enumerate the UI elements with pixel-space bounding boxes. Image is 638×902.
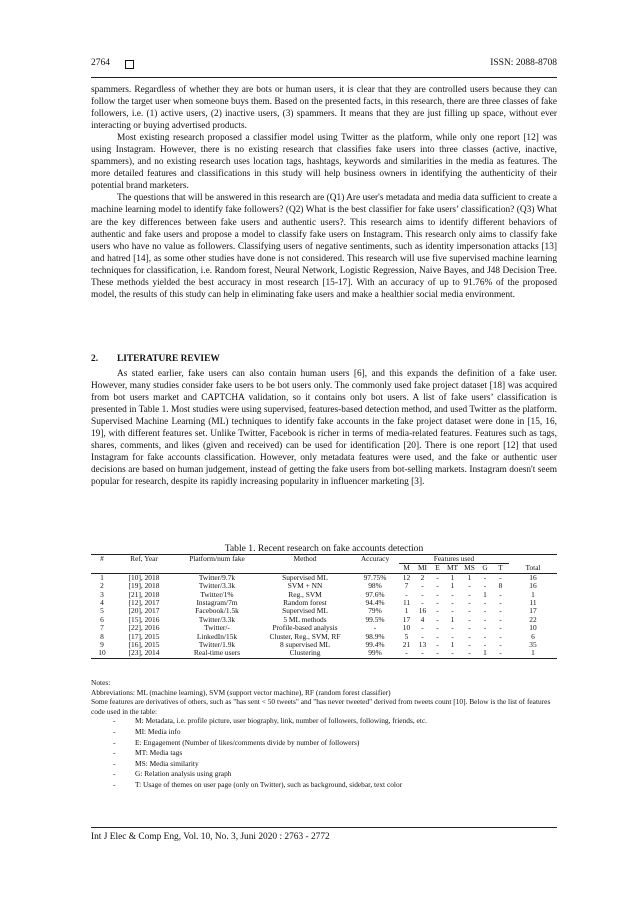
table-cell: Twitter/9.7k — [198, 572, 236, 582]
table-cell: 5 — [100, 606, 104, 616]
table-cell: 1 — [450, 581, 455, 591]
table-cell: Supervised ML — [282, 606, 328, 616]
table-cell: - — [468, 614, 471, 624]
list-item: - MI: Media info — [113, 727, 561, 738]
table-cell: - — [373, 623, 377, 633]
section-text — [91, 368, 557, 488]
table-cell: - — [436, 581, 439, 591]
table-cell: - — [421, 623, 424, 633]
table-cell: LinkedIn/15k — [196, 631, 238, 641]
intro-text — [91, 84, 557, 301]
col-feature-t: T — [492, 564, 509, 573]
list-item: - M: Metadata, i.e. profile picture, user biography, link, number of followers, following, friends, etc. — [113, 716, 561, 727]
col-method: Method — [259, 555, 351, 564]
paragraph: Most existing research proposed a classifier model using Twitter as the platform, while only one report [12] was using Instagram. However, there is no existing research that classifies fake users into three classes (active, inactive, spammers), and no existing research uses location tags, hashtags, keywords and similarities in the media as features. The more detailed features and classifications in this study will help business owners in identifying the authenticity of their potential brand marketers. — [91, 133, 557, 192]
table-cell: 1 — [531, 589, 535, 599]
table-cell: - — [421, 631, 424, 641]
table-cell: 1 — [483, 589, 487, 599]
table-cell: [10], 2018 — [128, 572, 160, 582]
table-cell: 2 — [420, 572, 425, 582]
table-cell: 6 — [531, 631, 535, 641]
table-cell: 35 — [529, 640, 537, 650]
table-cell: 7 — [404, 581, 409, 591]
table-cell: 16 — [529, 581, 537, 591]
col-feature-mi: MI — [414, 564, 431, 573]
list-item: - MT: Media tags — [113, 748, 561, 759]
table-cell: [16], 2015 — [128, 640, 160, 650]
table-cell: - — [492, 649, 509, 658]
table-cell: Twitter/1% — [200, 589, 234, 599]
table-cell: - — [414, 649, 431, 658]
table-cell: - — [499, 572, 502, 582]
table-cell: 11 — [402, 598, 411, 608]
table-cell: - — [468, 640, 471, 650]
table-cell: - — [483, 598, 487, 608]
table-cell: Profile-based analysis — [272, 623, 338, 633]
notes-title: Notes: — [91, 678, 111, 687]
table-cell: - — [499, 606, 502, 616]
col-platform: Platform/num fake — [175, 555, 259, 564]
table-cell: - — [451, 631, 454, 641]
table-cell: - — [499, 614, 502, 624]
section-title: LITERATURE REVIEW — [117, 354, 220, 364]
table-cell: - — [436, 572, 439, 582]
table-cell: 11 — [529, 598, 537, 608]
table-cell: 4 — [100, 598, 104, 608]
table-cell: - — [436, 606, 439, 616]
table-cell: Random forest — [283, 598, 327, 608]
table-cell: 12 — [402, 572, 411, 582]
list-item: - E: Engagement (Number of likes/comments divide by number of followers) — [113, 738, 561, 749]
table-cell: - — [483, 640, 487, 650]
table-cell: 10 — [529, 623, 537, 633]
table-cell: 5 — [404, 631, 409, 641]
table-cell: 10 — [91, 649, 113, 658]
table-notes — [91, 678, 561, 791]
table-cell: 13 — [418, 640, 427, 650]
table-cell: 10 — [402, 623, 411, 633]
table-cell: 22 — [529, 614, 537, 624]
table-cell: - — [451, 623, 454, 633]
section-heading — [91, 354, 220, 364]
table-cell: 4 — [420, 614, 425, 624]
table-cell: - — [399, 649, 414, 658]
table-cell: 5 ML methods — [283, 614, 327, 624]
table-cell: [20], 2017 — [128, 606, 160, 616]
table-cell: - — [499, 598, 502, 608]
footer-rule — [91, 827, 557, 828]
col-accuracy: Accuracy — [351, 555, 399, 564]
table-cell: - — [451, 606, 454, 616]
table-cell: 21 — [402, 640, 411, 650]
table-cell: 1 — [509, 649, 557, 658]
table-cell: 6 — [100, 614, 104, 624]
list-item: - G: Relation analysis using graph — [113, 769, 561, 780]
table-cell: - — [468, 589, 471, 599]
table-cell: [17], 2015 — [128, 631, 160, 641]
table-cell: Real-time users — [175, 649, 259, 658]
table-cell: - — [483, 623, 487, 633]
table-cell: - — [468, 623, 471, 633]
col-total: Total — [509, 564, 557, 573]
col-feature-ms: MS — [461, 564, 478, 573]
table-cell: - — [499, 631, 502, 641]
table-cell: - — [436, 640, 439, 650]
table-cell: 1 — [450, 572, 455, 582]
col-features-used: Features used — [399, 555, 509, 564]
table-cell: 1 — [478, 649, 492, 658]
paragraph: The questions that will be answered in this research are (Q1) Are user's metadata and media data sufficient to create a machine learning model to identify fake followers? (Q2) What is the best classifier for fake users’ classification? (Q3) What are the key differences between fake users and authentic users?. This research aims to identify different behaviors of authentic and fake users and propose a model to classify fake users on Instagram. This research only aims to classify fake users who have no value as followers. Classifying users of negative sentiments, such as identity impersonation attacks [13] and hatred [14], as some other studies have done is not considered. This research will use five supervised machine learning techniques for classification, i.e. Random forest, Neural Network, Logistic Regression, Naive Bayes, and J48 Decision Tree. These methods yielded the best accuracy in most research [15-17]. With an accuracy of up to 91.76% of the proposed model, the results of this study can help in eliminating fake users and make a healthier social media environment. — [91, 193, 557, 300]
table-cell: 94.4% — [365, 598, 385, 608]
table-cell: 98% — [368, 581, 382, 591]
table-cell: Reg., SVM — [288, 589, 322, 599]
page-header — [91, 58, 557, 74]
header-rule — [91, 77, 557, 78]
table-cell: SVM + NN — [287, 581, 323, 591]
table-cell: 99% — [351, 649, 399, 658]
col-ref: Ref, Year — [113, 555, 175, 564]
table-cell: - — [468, 631, 471, 641]
table-cell: - — [499, 623, 502, 633]
table-cell: 99.4% — [365, 640, 385, 650]
list-item: - MS: Media similarity — [113, 759, 561, 770]
list-item: - T: Usage of themes on user page (only on Twitter), such as background, sidebar, text color — [113, 780, 561, 791]
table-cell: Facebook/1.5k — [195, 606, 239, 616]
table-cell: 97.75% — [363, 572, 387, 582]
table-cell: 16 — [418, 606, 427, 616]
table-cell: - — [451, 589, 454, 599]
table-cell: Supervised ML — [282, 572, 328, 582]
table-cell: 1 — [450, 640, 455, 650]
table-cell: 8 — [498, 581, 503, 591]
table-cell: 79% — [368, 606, 382, 616]
table-cell: [21], 2018 — [128, 589, 160, 599]
notes-derivatives: Some features are derivatives of others, such as "has sent < 50 tweets" and "has never tweeted" derived from tweets count [10]. Below is the list of features code used in the table: — [91, 697, 551, 716]
notes-abbreviations: Abbreviations: ML (machine learning), SVM (support vector machine), RF (random forest classifier) — [91, 687, 391, 697]
feature-code-list — [91, 716, 561, 790]
table-cell: [23], 2014 — [113, 649, 175, 658]
table-cell: - — [461, 649, 478, 658]
table-cell: 16 — [529, 572, 537, 582]
table-row — [91, 582, 557, 590]
table-cell: - — [468, 606, 471, 616]
table-cell: - — [436, 623, 439, 633]
table-cell: 97.6% — [365, 589, 385, 599]
page-footer: Int J Elec & Comp Eng, Vol. 10, No. 3, Juni 2020 : 2763 - 2772 — [91, 832, 330, 842]
table-cell: [15], 2016 — [128, 614, 160, 624]
table-cell: 99.5% — [365, 614, 385, 624]
table-row — [91, 649, 557, 658]
issn: ISSN: 2088-8708 — [490, 58, 557, 68]
table-cell: Instagram/7m — [196, 598, 238, 608]
table-cell: Twitter/3.3k — [198, 614, 236, 624]
table-cell: 98.9% — [365, 631, 385, 641]
table-cell: - — [436, 614, 439, 624]
table-cell: 9 — [100, 640, 104, 650]
table-cell: [19], 2018 — [128, 581, 160, 591]
table-cell: 17 — [402, 614, 411, 624]
table-cell: 1 — [467, 572, 472, 582]
col-feature-g: G — [478, 564, 492, 573]
table-cell: Twitter/3.3k — [198, 581, 236, 591]
page-number: 2764 — [91, 58, 110, 68]
table-cell: 2 — [100, 581, 104, 591]
table-cell: - — [444, 649, 461, 658]
table-cell: - — [499, 589, 502, 599]
table-cell: 8 — [100, 631, 104, 641]
table-cell: - — [499, 640, 502, 650]
table-cell: Cluster, Reg., SVM, RF — [269, 631, 341, 641]
table-cell: Twitter/- — [204, 623, 230, 633]
checkbox-icon — [125, 60, 134, 69]
table-caption: Table 1. Recent research on fake accounts detection — [224, 543, 424, 554]
research-table — [91, 554, 557, 659]
table-row — [91, 641, 557, 649]
table-cell: - — [436, 589, 439, 599]
table-cell: - — [483, 581, 487, 591]
table-cell: 17 — [529, 606, 537, 616]
col-feature-e: E — [431, 564, 444, 573]
table-cell: 3 — [100, 589, 104, 599]
col-num: # — [91, 555, 113, 564]
paragraph: spammers. Regardless of whether they are bots or human users, it is clear that they are controlled users because they can follow the target user when someone buys them. Based on the presented facts, in this research, there are three classes of fake followers, i.e. (1) active users, (2) inactive users, (3) spammers. It means that they are just filling up space, without ever interacting or buying advertised products. — [91, 85, 557, 132]
table-cell: - — [483, 606, 487, 616]
table-cell: - — [405, 589, 408, 599]
table-cell: - — [421, 589, 424, 599]
table-body — [91, 573, 557, 658]
table-cell: Twitter/1.9k — [198, 640, 236, 650]
table-cell: - — [483, 631, 487, 641]
table-cell: - — [483, 572, 487, 582]
table-cell: Clustering — [259, 649, 351, 658]
table-cell: - — [451, 598, 454, 608]
table-cell: - — [421, 598, 424, 608]
table-cell: [22], 2016 — [128, 623, 160, 633]
table-cell: - — [468, 598, 471, 608]
table-cell: 7 — [100, 623, 104, 633]
table-cell: - — [483, 614, 487, 624]
table-cell: - — [431, 649, 444, 658]
col-feature-mt: MT — [444, 564, 461, 573]
col-feature-m: M — [399, 564, 414, 573]
table-cell: - — [421, 581, 424, 591]
table-cell: 1 — [450, 614, 455, 624]
table-cell: 8 supervised ML — [279, 640, 331, 650]
section-number: 2. — [91, 354, 99, 364]
table-cell: - — [468, 581, 471, 591]
table-cell: 1 — [404, 606, 409, 616]
table-row — [91, 573, 557, 582]
table-cell: 1 — [100, 572, 104, 582]
table-cell: - — [436, 598, 439, 608]
table-cell: - — [436, 631, 439, 641]
paragraph: As stated earlier, fake users can also contain human users [6], and this expands the definition of a fake user. However, many studies consider fake users to be bot users only. The commonly used fake project dataset [18] was acquired from bot users market and CAPTCHA validation, so it contains only bot users. A list of fake users’ classification is presented in Table 1. Most studies were using supervised, features-based detection method, and used Twitter as the platform. Supervised Machine Learning (ML) techniques to identify fake accounts in the fake project dataset were done in [15, 16, 19], with different features set. Unlike Twitter, Facebook is richer in terms of media-related features. Features such as tags, shares, comments, and likes (given and received) can be used for identification [20]. There is one report [12] that used Instagram for fake accounts classification. However, only metadata features were used, and the fake or authentic user decisions are based on human judgement, instead of getting the fake users from bot-selling markets. Instagram doesn't seem popular for research, despite its rapidly increasing popularity in influencer marketing [3]. — [91, 369, 557, 488]
table-cell: [12], 2017 — [128, 598, 160, 608]
